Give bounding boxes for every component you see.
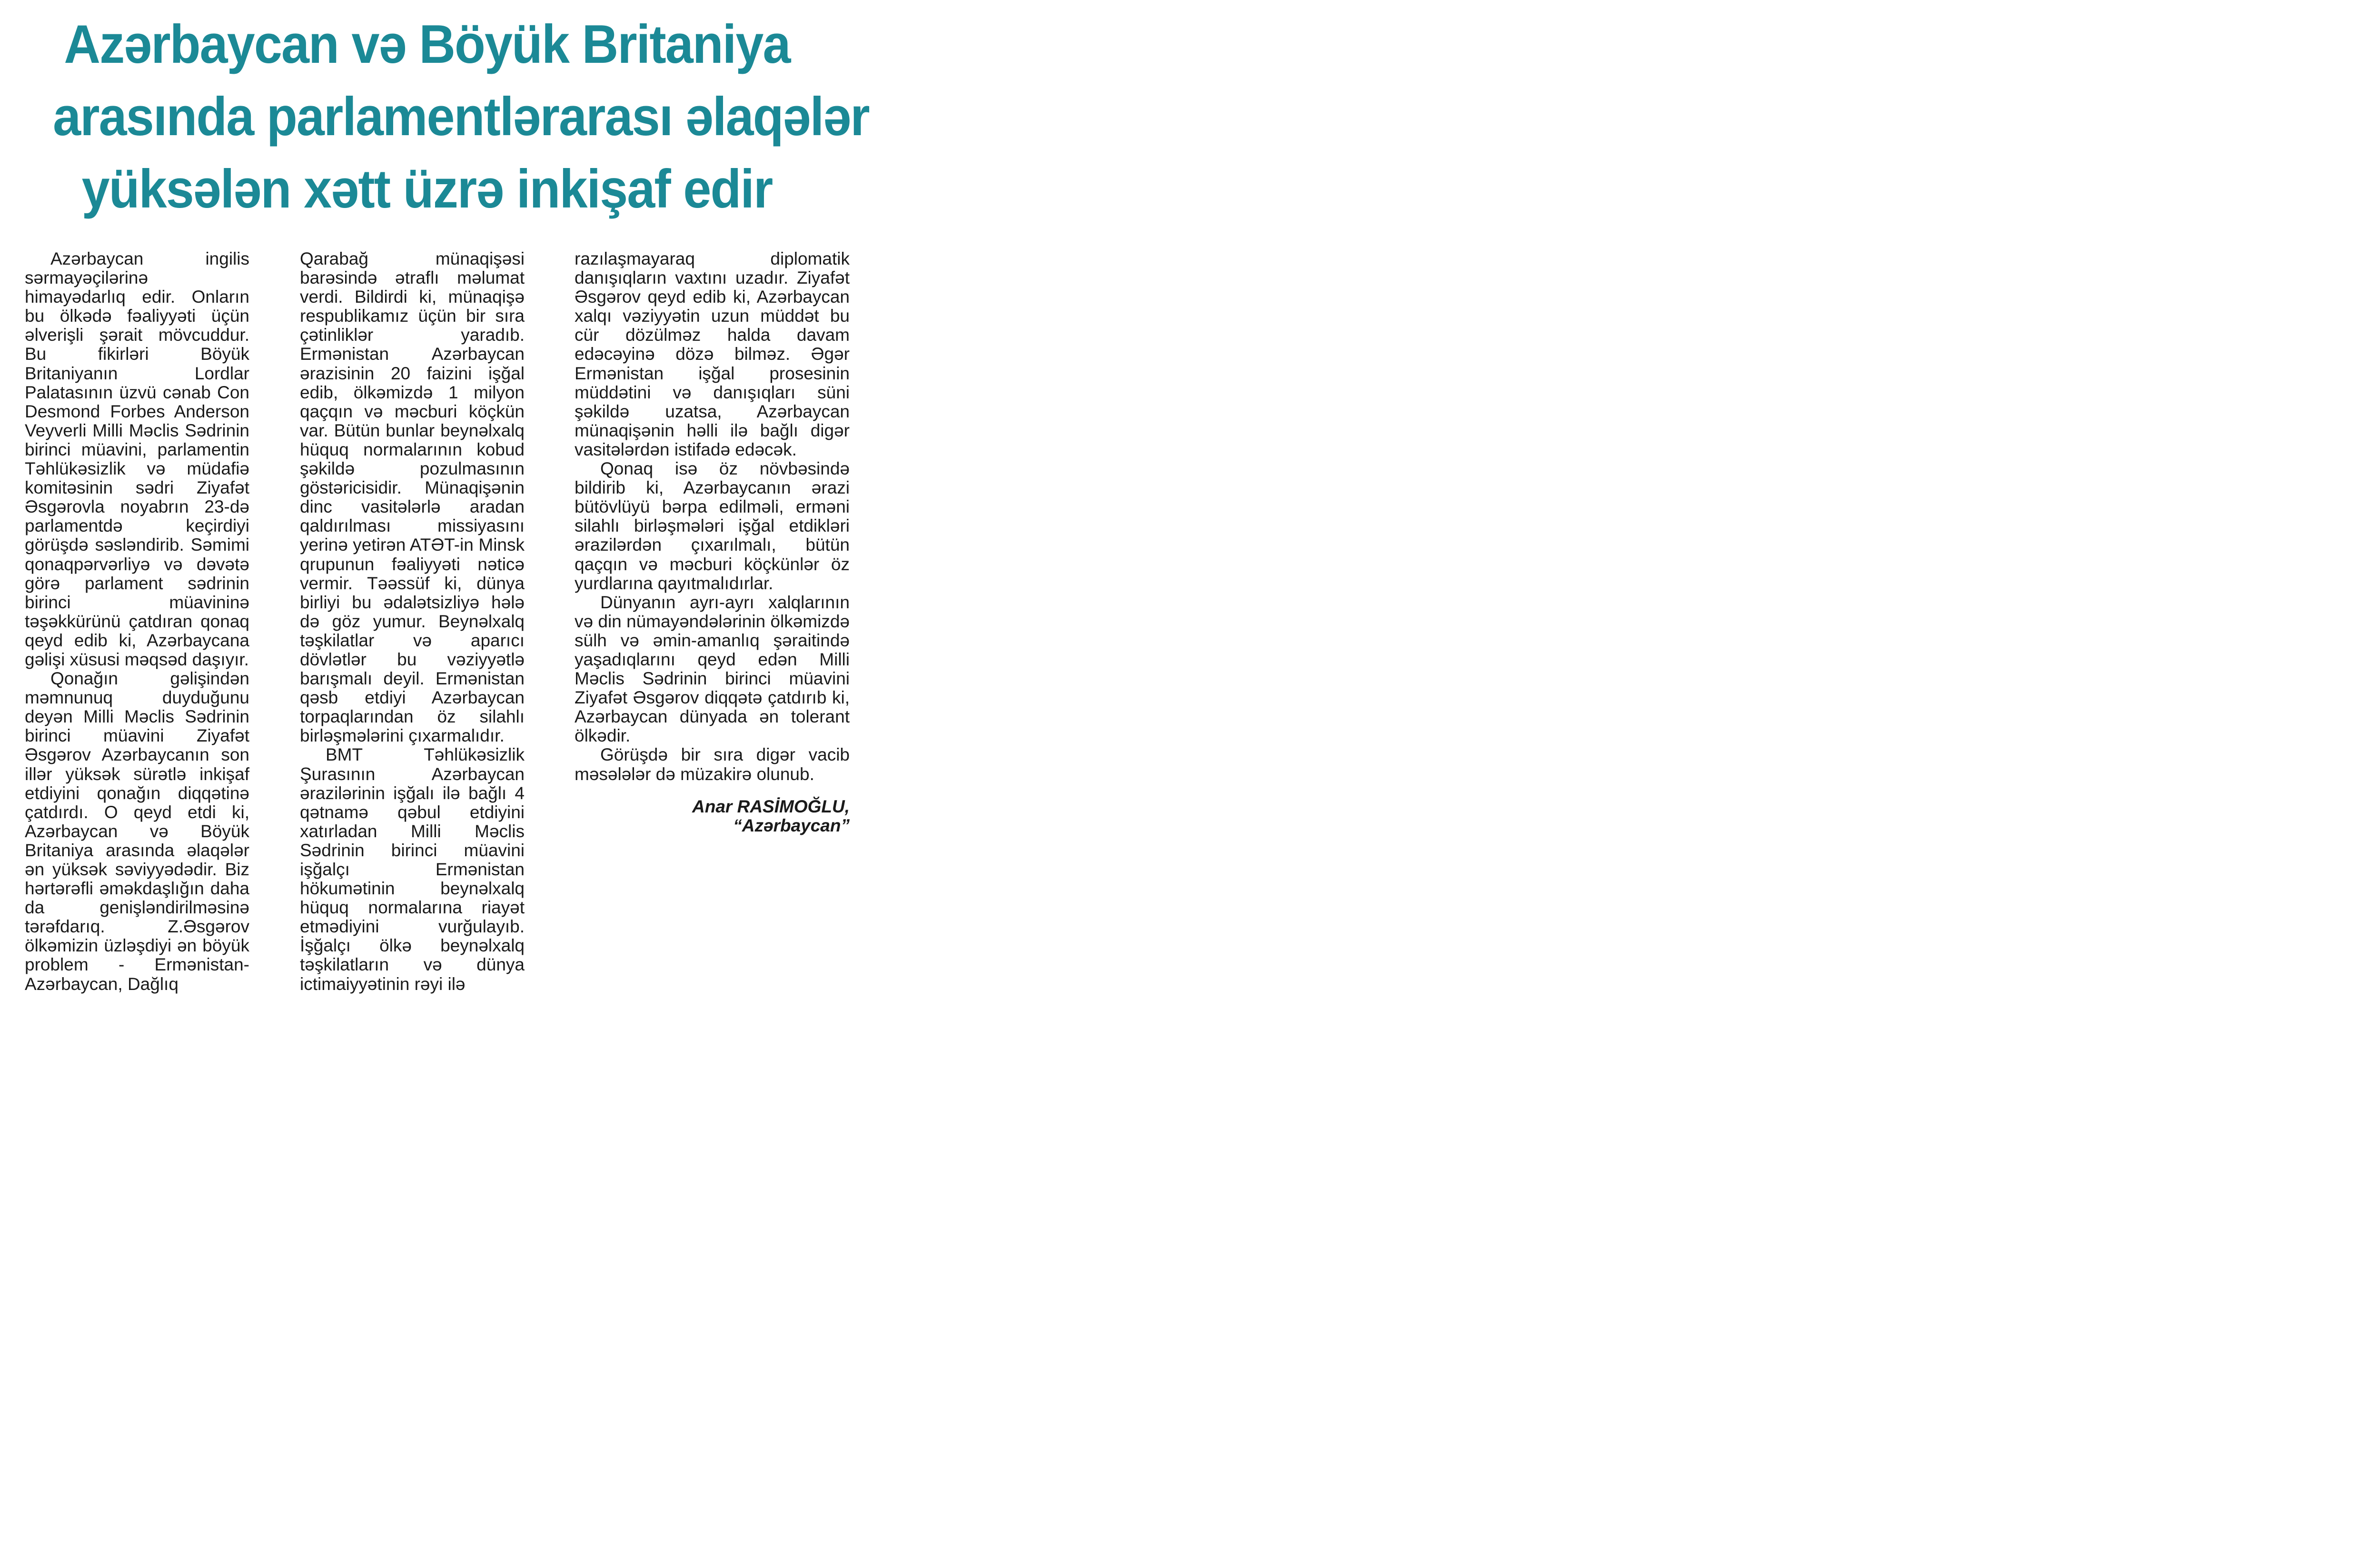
paragraph: Qarabağ münaqişəsi barəsində ətraflı məlumat verdi. Bildirdi ki, münaqişə respublikamız üçün bir sıra çətinliklər yaradıb. Ermənistan Azərbaycan ərazisinin 20 faizini işğal edib, ölkəmizdə 1 milyon qaçqın və məcburi köçkün var. Bütün bunlar beynəlxalq hüquq normalarının kobud şəkildə pozulmasının göstəricisidir. Münaqişənin dinc vasitələrlə aradan qaldırılması missiyasını yerinə yetirən ATƏT-in Minsk qrupunun fəaliyyəti nəticə vermir. Təəssüf ki, dünya birliyi bu ədalətsizliyə hələ də göz yumur. Beynəlxalq təşkilatlar və aparıcı dövlətlər bu vəziyyətlə barışmalı deyil. Ermənistan qəsb etdiyi Azərbaycan torpaqlarından öz silahlı birləşmələrini çıxarmalıdır. [300,249,525,746]
byline-source: “Azərbaycan” [733,815,850,835]
column-1 [25,249,249,994]
column-2 [300,249,525,994]
byline [575,797,850,835]
paragraph: Qonağın gəlişindən məmnunuq duyduğunu deyən Milli Məclis Sədrinin birinci müavini Ziyafət Əsgərov Azərbaycanın son illər yüksək sürətlə inkişaf etdiyini qonağın diqqətinə çatdırdı. O qeyd etdi ki, Azərbaycan və Böyük Britaniya arasında əlaqələr ən yüksək səviyyədədir. Biz hərtərəfli əməkdaşlığın daha da genişləndirilməsinə tərəfdarıq. Z.Əsgərov ölkəmizin üzləşdiyi ən böyük problem - Ermənistan-Azərbaycan, Dağlıq [25,669,249,994]
paragraph: Dünyanın ayrı-ayrı xalqlarının və din nümayəndələrinin ölkəmizdə sülh və əmin-amanlıq şəraitində yaşadıqlarını qeyd edən Milli Məclis Sədrinin birinci müavini Ziyafət Əsgərov diqqətə çatdırıb ki, Azərbaycan dünyada ən tolerant ölkədir. [575,592,850,746]
headline-line: arasında parlamentlərarası əlaqələr [53,87,869,147]
paragraph: Azərbaycan ingilis sərmayəçilərinə himayədarlıq edir. Onların bu ölkədə fəaliyyəti üçün əlverişli şərait mövcuddur. Bu fikirləri Böyük Britaniyanın Lordlar Palatasının üzvü cənab Con Desmond Forbes Anderson Veyverli Milli Məclis Sədrinin birinci müavini, parlamentin Təhlükəsizlik və müdafiə komitəsinin sədri Ziyafət Əsgərovla noyabrın 23-də parlamentdə keçirdiyi görüşdə səsləndirib. Səmimi qonaqpərvərliyə və dəvətə görə parlament sədrinin birinci müavininə təşəkkürünü çatdıran qonaq qeyd edib ki, Azərbaycana gəlişi xüsusi məqsəd daşıyır. [25,249,249,669]
byline-author: Anar RASİMOĞLU, [692,796,850,816]
paragraph: razılaşmayaraq diplomatik danışıqların vaxtını uzadır. Ziyafət Əsgərov qeyd edib ki, Azərbaycan xalqı vəziyyətin uzun müddət bu cür dözülməz halda davam edəcəyinə dözə bilməz. Əgər Ermənistan işğal prosesinin müddətini və danışıqları süni şəkildə uzatsa, Azərbaycan münaqişənin həlli ilə bağlı digər vasitələrdən istifadə edəcək. [575,249,850,459]
paragraph: BMT Təhlükəsizlik Şurasının Azərbaycan ərazilərinin işğalı ilə bağlı 4 qətnamə qəbul etdiyini xatırladan Milli Məclis Sədrinin birinci müavini işğalçı Ermənistan hökumətinin beynəlxalq hüquq normalarına riayət etmədiyini vurğulayıb. İşğalçı ölkə beynəlxalq təşkilatların və dünya ictimaiyyətinin rəyi ilə [300,745,525,994]
headline-line: Azərbaycan və Böyük Britaniya [64,14,790,75]
paragraph: Qonaq isə öz növbəsində bildirib ki, Azərbaycanın ərazi bütövlüyü bərpa edilməli, erməni silahlı birləşmələri işğal etdikləri ərazilərdən çıxarılmalı, bütün qaçqın və məcburi köçkünlər öz yurdlarına qayıtmalıdırlar. [575,459,850,593]
article-header [25,9,869,226]
headline-line: yüksələn xətt üzrə inkişaf edir [81,159,773,219]
column-3 [575,249,850,835]
paragraph: Görüşdə bir sıra digər vacib məsələlər də müzakirə olunub. [575,745,850,784]
headline [53,9,869,226]
column-3-text [575,249,850,784]
